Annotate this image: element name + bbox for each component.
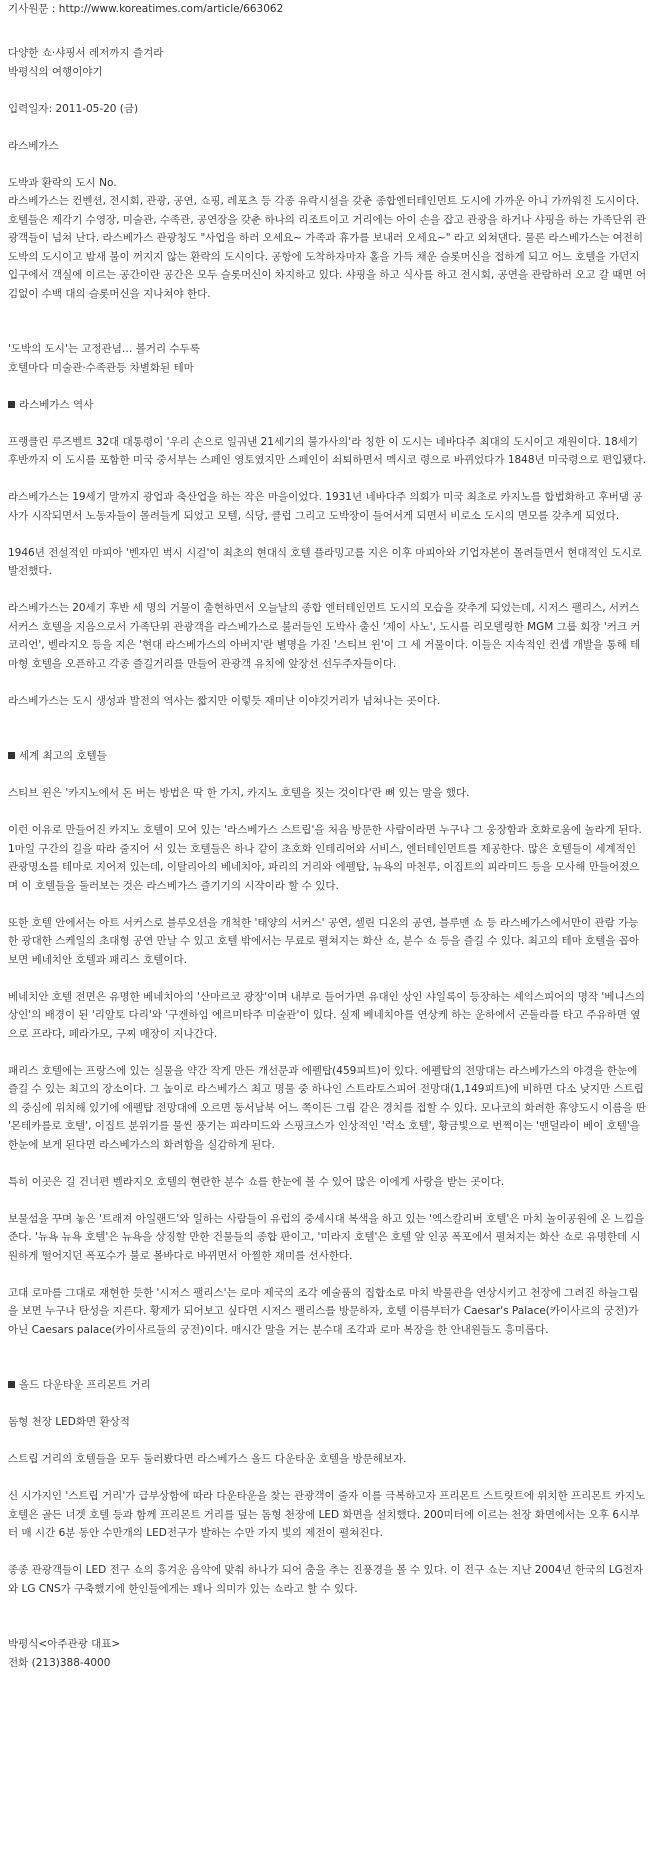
paragraph: 고대 로마를 그대로 재현한 듯한 '시저스 팰리스'는 로마 제국의 조각 예술품의 집합소로 마치 박물관을 연상시키고 천장에 그려진 하늘그림을 보면 누구나 탄성을 지른다. 황제가 되어보고 싶다면 시저스 팰리스를 방문하자, 호텔 이름부터가 Caesar's Palace(카이사르의 궁전)가 아닌 Caesars palace(카이사르들의 궁전)이다. 매시간 말을 거는 분수대 조각과 로마 복장을 한 안내원들도 흥미롭다.: [8, 1286, 639, 1336]
article-header: [8, 44, 648, 81]
paragraph: 이런 이유로 만들어진 카지노 호텔이 모여 있는 '라스베가스 스트립'을 처음 방문한 사람이라면 누구나 그 웅장함과 호화로움에 놀라게 된다. 1마일 구간의 길을 따라 줄지어 서 있는 호텔들은 하나 같이 초호화 인테리어와 서비스, 엔터테인먼트를 제공한다. 많은 호텔들이 세계적인 관광명소를 테마로 지어져 있는데, 이탈리아의 베네치아, 파리의 거리와 에펠탑, 뉴욕의 마천루, 이집트의 피라미드 등을 모사해 만들어졌으며 이 호텔들을 둘러보는 것은 라스베가스 즐기기의 시작이라 할 수 있다.: [8, 824, 642, 892]
section-heading: [8, 396, 648, 415]
source-separator: :: [48, 3, 59, 15]
article-byline: 박평식의 여행이야기: [8, 65, 103, 78]
paragraph: 라스베가스는 도시 생성과 발전의 역사는 짧지만 이렇듯 재미난 이야깃거리가 넘쳐나는 곳이다.: [8, 694, 441, 707]
article: [8, 2, 648, 1672]
source-line: [8, 2, 648, 16]
paragraph: 스트립 거리의 호텔들을 모두 둘러봤다면 라스베가스 올드 다운타운 호텔을 방문해보자.: [8, 1453, 407, 1465]
paragraph: 프랭클린 루즈벨트 32대 대통령이 '우리 손으로 일궈낸 21세기의 불가사의'라 칭한 이 도시는 네바다주 최대의 도시이고 재원이다. 18세기 후반까지 이 도시를 포함한 미국 중서부는 스페인 영토였지만 스페인이 쇠퇴하면서 멕시코 령으로 바뀌었다가 1848년 미국령으로 편입됐다.: [8, 435, 646, 466]
article-place: 라스베가스: [8, 139, 59, 152]
section-downtown: [8, 1376, 648, 1598]
article-date: 입력일자: 2011-05-20 (금): [8, 102, 139, 115]
paragraph: 신 시가지인 '스트립 거리'가 급부상함에 따라 다운타운을 찾는 관광객이 줄자 이를 극복하고자 프리몬트 스트릿트에 위치한 프리몬트 카지노 호텔은 골든 너겟 호텔 등과 함께 프리몬트 거리를 덮는 돔형 천장에 LED 화면을 설치했다. 200미터에 이르는 천장 화면에서는 오후 6시부터 매 시간 6분 동안 수만개의 LED전구가 발하는 수만 가지 빛의 제전이 펼쳐진다.: [8, 1490, 646, 1539]
square-bullet-icon: [8, 1381, 15, 1388]
intro: [8, 174, 648, 304]
paragraph: 패리스 호텔에는 프랑스에 있는 실물을 약간 작게 만든 개선문과 에펠탑(459피트)이 있다. 에펠탑의 전망대는 라스베가스의 야경을 한눈에 즐길 수 있는 최고의 장소이다. 그 높이로 라스베가스 최고 명물 중 하나인 스트라토스피어 전망대(1,149피트)에 비하면 다소 낮지만 스트립의 중심에 위치해 있기에 에펠탑 전망대에 오르면 동서남북 어느 쪽이든 그림 같은 경치를 접할 수 있다. 모나코의 화려한 휴양도시 이름을 딴 '몬테카를로 호텔', 이집트 분위기를 물씬 풍기는 피라미드와 스핑크스가 인상적인 '럭소 호텔', 황금빛으로 번쩍이는 '맨덜라이 베이 호텔'을 한눈에 보게 된다면 라스베가스의 화려함을 실감하게 된다.: [8, 1064, 647, 1151]
section-hotels: [8, 747, 648, 1339]
paragraph: 라스베가스는 19세기 말까지 광업과 축산업을 하는 작은 마을이었다. 1931년 네바다주 의회가 미국 최초로 카지노를 합법화하고 후버댐 공사가 시작되면서 노동자들이 몰려들게 되었고 모텔, 식당, 클럽 그리고 도박장이 들어서게 되면서 비로소 도시의 면모를 갖추게 되었다.: [8, 491, 643, 522]
section-heading-text: 라스베가스 역사: [19, 398, 94, 411]
subhead-2: 호텔마다 미술관·수족관등 차별화된 테마: [8, 361, 194, 374]
paragraph: 라스베가스는 20세기 후반 세 명의 거물이 출현하면서 오늘날의 종합 엔터테인먼트 도시의 모습을 갖추게 되었는데, 시저스 팰리스, 서커스서커스 호텔을 지음으로서 가족단위 관광객을 라스베가스로 불러들인 도박사 출신 '제이 사노', 도시를 리모델링한 MGM 그룹 회장 '커크 커코리언', 벨라지오 등을 지은 '현대 라스베가스의 아버지'란 별명을 가진 '스티브 윈'이 그 세 거물이다. 이들은 지속적인 컨셉 개발을 통해 테마형 호텔을 오픈하고 각종 즐길거리를 만들어 관광객 유치에 앞장선 선두주자들이다.: [8, 602, 641, 670]
intro-body: 라스베가스는 컨벤션, 전시회, 관광, 공연, 쇼핑, 레포츠 등 각종 유락시설을 갖춘 종합엔터테인먼트 도시에 가까운 아니 가까워진 도시이다. 호텔들은 제각기 수영장, 미술관, 수족관, 공연장을 갖춘 하나의 리조트이고 거리에는 아이 손을 잡고 관광을 하거나 샤핑을 하는 가족단위 관광객들이 넘쳐 난다. 라스베가스 관광청도 "사업을 하러 오세요~ 가족과 휴가를 보내러 오세요~" 라고 외쳐댄다. 물론 라스베가스는 여전히 도박의 도시이고 밤새 불이 꺼지지 않는 환락의 도시이다. 공항에 도착하자마자 홀을 가득 채운 슬롯머신을 접하게 되고 어느 호텔을 가던지 입구에서 객실에 이르는 공간이란 공간은 모두 슬롯머신이 차지하고 있다. 샤핑을 하고 식사를 하고 전시회, 공연을 관람하러 오고 갈 때면 어김없이 수백 대의 슬롯머신을 지나쳐야 한다.: [8, 195, 647, 300]
author-phone: 전화 (213)388-4000: [8, 1656, 111, 1669]
intro-heading: 도박과 환락의 도시 No.: [8, 176, 117, 189]
section-heading-text: 세계 최고의 호텔들: [19, 750, 107, 762]
section-heading-text: 올드 다운타운 프리몬트 거리: [19, 1379, 151, 1391]
square-bullet-icon: [8, 752, 15, 759]
subhead-1: '도박의 도시'는 고정관념… 볼거리 수두룩: [8, 343, 200, 355]
paragraph: 종종 관광객들이 LED 전구 쇼의 흥겨운 음악에 맞춰 하나가 되어 춤을 추는 진풍경을 볼 수 있다. 이 전구 쇼는 지난 2004년 한국의 LG전자와 LG CNS가 구축했기에 한인들에게는 꽤나 의미가 있는 쇼라고 할 수 있다.: [8, 1564, 644, 1595]
paragraph: 또한 호텔 안에서는 아트 서커스로 블루오션을 개척한 '태양의 서커스' 공연, 셀린 디온의 공연, 블루맨 쇼 등 라스베가스에서만이 관람 가능한 광대한 스케일의 초대형 공연 만날 수 있고 호텔 밖에서는 무료로 펼쳐지는 화산 쇼, 분수 쇼 등을 즐길 수 있다. 최고의 테마 호텔을 꼽아보면 베네치안 호텔과 패리스 호텔이다.: [8, 916, 640, 966]
section-heading: [8, 1376, 648, 1395]
section-subheading: 돔형 천장 LED화면 환상적: [8, 1416, 130, 1428]
author-footer: [8, 1635, 648, 1672]
section-history: [8, 396, 648, 711]
source-label: 기사원문: [8, 3, 49, 15]
author-name: 박평식<아주관광 대표>: [8, 1638, 121, 1650]
square-bullet-icon: [8, 401, 15, 408]
paragraph: 보물섬을 꾸며 놓은 '트래져 아일랜드'와 일하는 사람들이 유럽의 중세시대 복색을 하고 있는 '엑스칼리버 호텔'은 마치 놀이공원에 온 느낌을 준다. '뉴욕 뉴욕 호텔'은 뉴욕을 상징할 만한 건물들의 종합 판이고, '미라지 호텔'은 호텔 앞 인공 폭포에서 펼쳐지는 화산 쇼로 유명한데 시원하게 떨어지던 폭포수가 불로 볼바다로 바뀌면서 아찔한 재미를 선사한다.: [8, 1212, 645, 1262]
source-url-link[interactable]: http://www.koreatimes.com/article/663062: [58, 3, 284, 15]
paragraph: 스티브 윈은 '카지노에서 돈 버는 방법은 딱 한 가지, 카지노 호텔을 짓는 것이다'란 뼈 있는 말을 했다.: [8, 787, 470, 799]
article-title: 다양한 쇼·샤핑서 레저까지 즐겨라: [8, 47, 164, 59]
paragraph: 1946년 전설적인 마피아 '벤자민 벅시 시걸'이 최초의 현대식 호텔 플라밍고를 지은 이후 마피아와 기업자본이 몰려들면서 현대적인 도시로 발전했다.: [8, 546, 642, 577]
subheads: [8, 340, 648, 377]
paragraph: 특히 이곳은 길 건너편 벨라지오 호텔의 현란한 분수 쇼를 한눈에 볼 수 있어 많은 이에게 사랑을 받는 곳이다.: [8, 1175, 505, 1188]
section-heading: [8, 747, 648, 766]
paragraph: 베네치안 호텔 전면은 유명한 베네치아의 '산마르코 광장'이며 내부로 들어가면 유대인 상인 샤일록이 등장하는 셰익스피어의 명작 '베니스의 상인'의 배경이 된 '리알토 다리'와 '구겐하임 에르미타주 미술관'이 있다. 실제 베네치아를 연상케 하는 운하에서 곤돌라를 타고 주유하면 옆으로 프라다, 페라가모, 구찌 매장이 지나간다.: [8, 990, 645, 1040]
